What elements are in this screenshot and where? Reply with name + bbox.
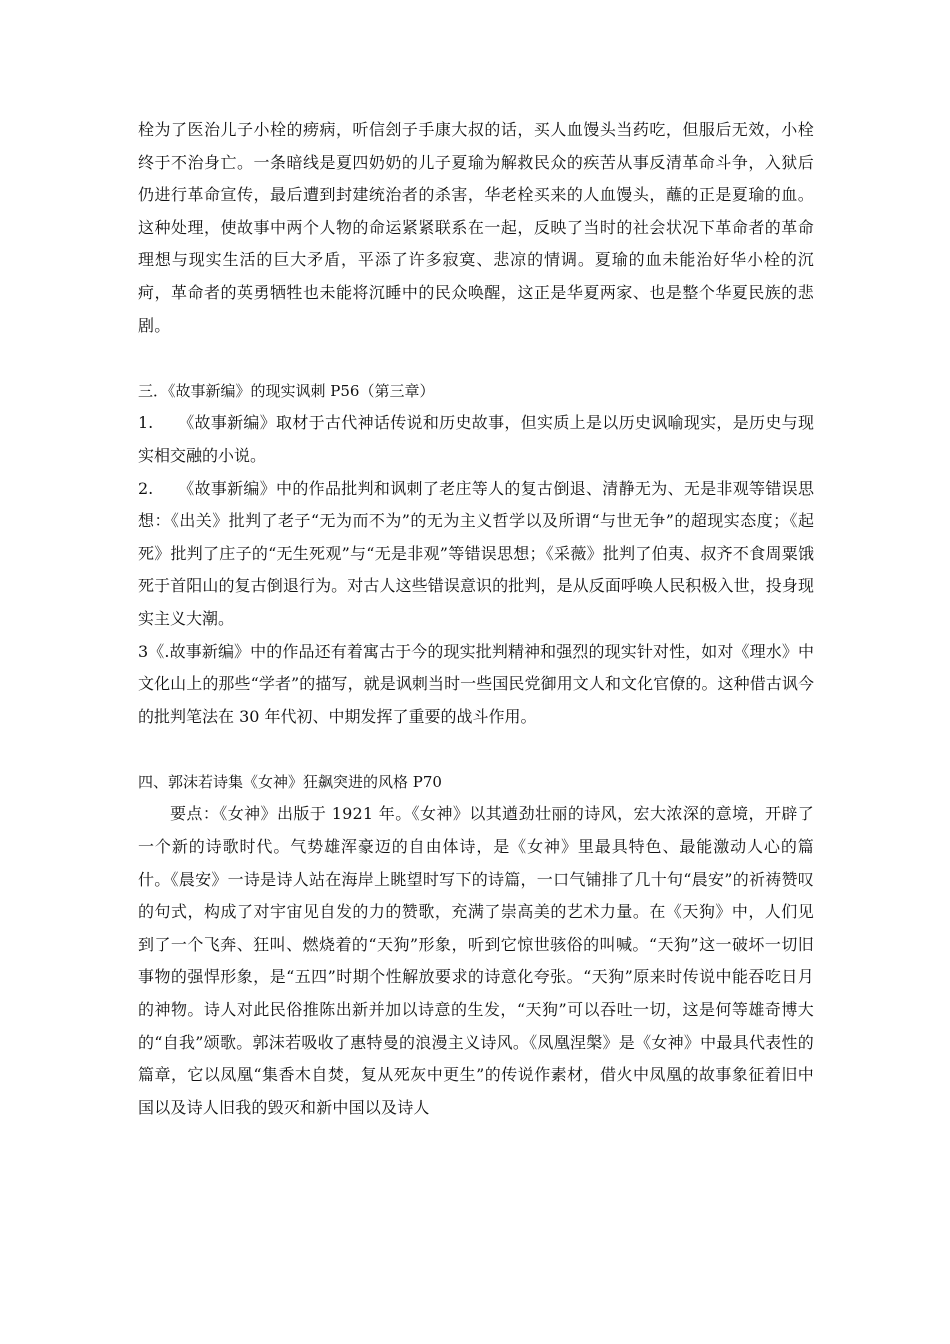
section-3-item-1: 1. 《故事新编》取材于古代神话传说和历史故事，但实质上是以历史讽喻现实，是历史与现实相交融的小说。 bbox=[138, 413, 814, 465]
section-3-item-3: 3《.故事新编》中的作品还有着寓古于今的现实批判精神和强烈的现实针对性，如对《理水》中文化山上的那些“学者”的描写，就是讽刺当时一些国民党御用文人和文化官僚的。这种借古讽今的批判笔法在 30 年代初、中期发挥了重要的战斗作用。 bbox=[138, 641, 814, 726]
section-4-body: 要点：《女神》出版于 1921 年。《女神》以其遒劲壮丽的诗风，宏大浓深的意境，开辟了一个新的诗歌时代。气势雄浑豪迈的自由体诗，是《女神》里最具特色、最能激动人心的篇什。《晨安》一诗是诗人站在海岸上眺望时写下的诗篇，一口气铺排了几十句“晨安”的祈祷赞叹的句式，构成了对宇宙见自发的力的赞歌，充满了崇高美的艺术力量。在《天狗》中，人们见到了一个飞奔、狂叫、燃烧着的“天狗”形象，听到它惊世骇俗的叫喊。“天狗”这一破坏一切旧事物的强悍形象，是“五四”时期个性解放要求的诗意化夸张。“天狗”原来时传说中能吞吃日月的神物。诗人对此民俗推陈出新并加以诗意的生发，“天狗”可以吞吐一切，这是何等雄奇博大的“自我”颂歌。郭沫若吸收了惠特曼的浪漫主义诗风。《凤凰涅槃》是《女神》中最具代表性的篇章，它以凤凰“集香木自焚，复从死灰中更生”的传说作素材，借火中凤凰的故事象征着旧中国以及诗人旧我的毁灭和新中国以及诗人 bbox=[138, 804, 814, 1117]
section-3-heading: 三．《故事新编》的现实讽刺 P56（第三章） bbox=[138, 381, 435, 400]
section-3-item-2: 2. 《故事新编》中的作品批判和讽刺了老庄等人的复古倒退、清静无为、无是非观等错误思想：《出关》批判了老子“无为而不为”的无为主义哲学以及所谓“与世无争”的超现实态度；《起死》批判了庄子的“无生死观”与“无是非观”等错误思想；《采薇》批判了伯夷、叔齐不食周粟饿死于首阳山的复古倒退行为。对古人这些错误意识的批判，是从反面呼唤人民积极入世，投身现实主义大潮。 bbox=[138, 478, 814, 628]
section-4-heading: 四、郭沫若诗集《女神》狂飙突进的风格 P70 bbox=[138, 772, 442, 791]
blank-line bbox=[138, 342, 814, 375]
paragraph-continuation: 栓为了医治儿子小栓的痨病，听信刽子手康大叔的话，买人血馒头当药吃，但服后无效，小栓终于不治身亡。一条暗线是夏四奶奶的儿子夏瑜为解救民众的疾苦从事反清革命斗争，入狱后仍进行革命宣传，最后遭到封建统治者的杀害，华老栓买来的人血馒头，蘸的正是夏瑜的血。这种处理，使故事中两个人物的命运紧紧联系在一起，反映了当时的社会状况下革命者的革命理想与现实生活的巨大矛盾，平添了许多寂寞、悲凉的情调。夏瑜的血未能治好华小栓的沉疴，革命者的英勇牺牲也未能将沉睡中的民众唤醒，这正是华夏两家、也是整个华夏民族的悲剧。 bbox=[138, 120, 814, 335]
blank-line bbox=[138, 733, 814, 766]
document-page bbox=[138, 114, 814, 1124]
